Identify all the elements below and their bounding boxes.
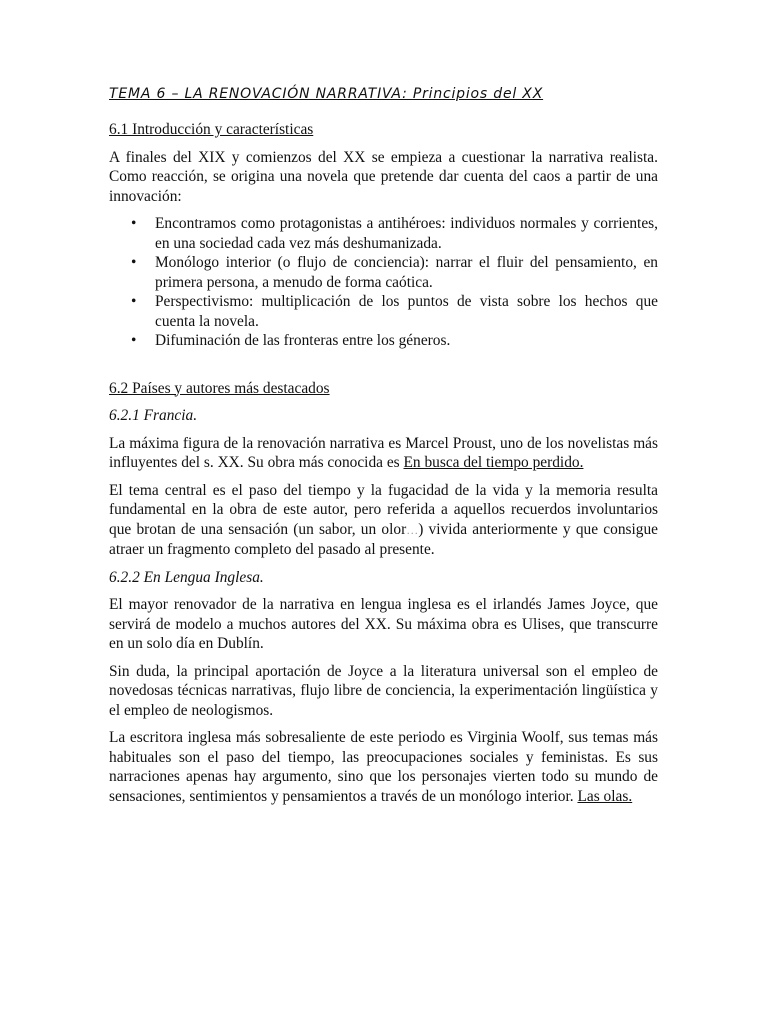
section-spacer	[109, 351, 658, 379]
woolf-work-title: Las olas.	[577, 787, 633, 805]
woolf-text: La escritora inglesa más sobresaliente de este periodo es Virginia Woolf, sus temas más habituales son el paso del tiempo, las preocupaciones sociales y feministas. Es sus narraciones apenas hay argumento, sino que los personajes vierten todo su mundo de sensaciones, sentimientos y pensamientos a través de un monólogo interior.	[109, 729, 658, 805]
proust-paragraph	[109, 434, 658, 473]
subsection-heading-francia: 6.2.1 Francia.	[109, 407, 198, 424]
list-item: • Encontramos como protagonistas a antihéroes: individuos normales y corrientes, en una sociedad cada vez más deshumanizada.	[155, 214, 658, 253]
joyce-paragraph: El mayor renovador de la narrativa en lengua inglesa es el irlandés James Joyce, que servirá de modelo a muchos autores del XX. Su máxima obra es Ulises, que transcurre en un solo día en Dublín.	[109, 596, 658, 652]
section-heading-paises: 6.2 Países y autores más destacados	[109, 379, 330, 397]
section-heading-introduccion: 6.1 Introducción y características	[109, 121, 314, 138]
proust-work-title: En busca del tiempo perdido.	[403, 454, 584, 471]
list-item: • Perspectivismo: multiplicación de los puntos de vista sobre los hechos que cuenta la novela.	[155, 292, 658, 331]
subsection-heading-inglesa: 6.2.2 En Lengua Inglesa.	[109, 568, 264, 586]
list-item: • Difuminación de las fronteras entre los géneros.	[155, 331, 658, 351]
proust-text: La máxima figura de la renovación narrativa es Marcel Proust, uno de los novelistas más influyentes del s. XX. Su obra más conocida es	[109, 434, 658, 471]
woolf-paragraph	[109, 728, 658, 806]
memory-paragraph	[109, 481, 658, 560]
document-title: TEMA 6 – LA RENOVACIÓN NARRATIVA: Principios del XX	[109, 86, 544, 102]
document-page	[109, 84, 658, 814]
intro-paragraph: A finales del XIX y comienzos del XX se empieza a cuestionar la narrativa realista. Como reacción, se origina una novela que pretende dar cuenta del caos a partir de una innovación:	[109, 148, 658, 205]
characteristics-list	[109, 214, 658, 351]
joyce-techniques-paragraph: Sin duda, la principal aportación de Joyce a la literatura universal son el empleo de novedosas técnicas narrativas, flujo libre de conciencia, la experimentación lingüística y el empleo de neologismos.	[109, 662, 658, 719]
memory-text-end: ) vivida anteriormente y que consigue atraer un fragmento completo del pasado al presente.	[109, 520, 659, 558]
list-item: • Monólogo interior (o flujo de conciencia): narrar el fluir del pensamiento, en primera persona, a menudo de forma caótica.	[155, 253, 658, 292]
ellipsis-mark: …	[406, 522, 419, 537]
memory-text-start: El tema central es el paso del tiempo y la fugacidad de la vida y la memoria resulta fundamental en la obra de este autor, pero referida a aquellos recuerdos involuntarios que brotan de una sensación (un sabor, un olor	[109, 481, 658, 538]
